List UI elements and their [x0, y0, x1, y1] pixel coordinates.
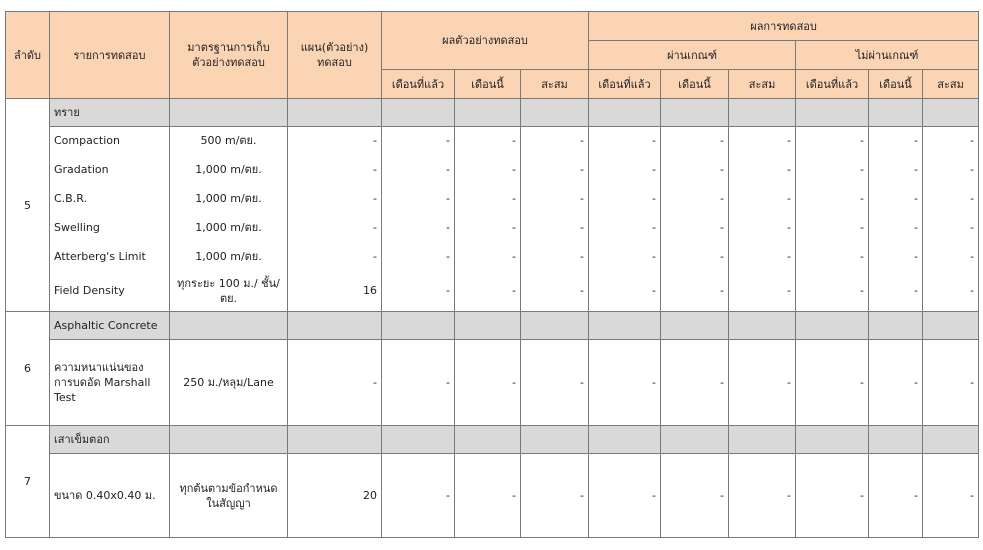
result-cell: - [661, 127, 729, 155]
group-number: 6 [6, 312, 50, 426]
group-title: ทราย [50, 99, 170, 127]
group-title-filler [382, 426, 455, 454]
result-cell: - [521, 242, 589, 271]
result-cell: - [661, 454, 729, 538]
group-title-row [6, 312, 979, 340]
result-cell: - [923, 155, 979, 184]
header-this-month: เดือนนี้ [869, 70, 923, 99]
group-number: 7 [6, 426, 50, 538]
test-standard: 1,000 m/ตย. [170, 155, 288, 184]
group-number: 5 [6, 99, 50, 312]
group-title-filler [455, 99, 521, 127]
group-title-filler [729, 312, 796, 340]
result-cell: - [455, 271, 521, 312]
header-last-month: เดือนที่แล้ว [796, 70, 869, 99]
test-standard: 250 ม./หลุม/Lane [170, 340, 288, 426]
test-item: Swelling [50, 213, 170, 242]
group-title-filler [869, 99, 923, 127]
result-cell: - [869, 213, 923, 242]
table-row [6, 127, 979, 155]
group-title-filler [589, 99, 661, 127]
test-item: ความหนาแน่นของ การบดอัด Marshall Test [50, 340, 170, 426]
result-cell: - [923, 127, 979, 155]
result-cell: - [796, 340, 869, 426]
header-standard: มาตรฐานการเก็บ ตัวอย่างทดสอบ [170, 12, 288, 99]
test-plan: - [288, 155, 382, 184]
group-title-filler [589, 426, 661, 454]
group-title-filler [796, 426, 869, 454]
result-cell: - [729, 213, 796, 242]
test-results-table [5, 11, 979, 538]
group-title-filler [661, 312, 729, 340]
result-cell: - [923, 340, 979, 426]
group-title-filler [869, 426, 923, 454]
result-cell: - [589, 242, 661, 271]
header-pass: ผ่านเกณฑ์ [589, 41, 796, 70]
result-cell: - [589, 184, 661, 213]
result-cell: - [923, 213, 979, 242]
group-title-filler [288, 312, 382, 340]
group-title-filler [170, 99, 288, 127]
table-body [6, 99, 979, 538]
header-no: ลำดับ [6, 12, 50, 99]
test-item: Gradation [50, 155, 170, 184]
header-sample-result: ผลตัวอย่างทดสอบ [382, 12, 589, 70]
result-cell: - [729, 454, 796, 538]
group-title-filler [729, 99, 796, 127]
group-title-filler [923, 426, 979, 454]
test-item: C.B.R. [50, 184, 170, 213]
group-title-filler [455, 426, 521, 454]
result-cell: - [729, 127, 796, 155]
result-cell: - [923, 271, 979, 312]
result-cell: - [796, 184, 869, 213]
header-this-month: เดือนนี้ [661, 70, 729, 99]
test-plan: - [288, 340, 382, 426]
header-cumulative: สะสม [923, 70, 979, 99]
test-standard: ทุกระยะ 100 ม./ ชั้น/ตย. [170, 271, 288, 312]
table-row [6, 184, 979, 213]
test-item: Field Density [50, 271, 170, 312]
group-title-filler [170, 312, 288, 340]
result-cell: - [589, 127, 661, 155]
result-cell: - [521, 127, 589, 155]
result-cell: - [796, 454, 869, 538]
result-cell: - [729, 184, 796, 213]
result-cell: - [382, 213, 455, 242]
group-title-filler [288, 426, 382, 454]
result-cell: - [589, 155, 661, 184]
result-cell: - [521, 213, 589, 242]
test-plan: 20 [288, 454, 382, 538]
result-cell: - [661, 242, 729, 271]
result-cell: - [661, 213, 729, 242]
result-cell: - [589, 271, 661, 312]
test-item: ขนาด 0.40x0.40 ม. [50, 454, 170, 538]
result-cell: - [923, 242, 979, 271]
result-cell: - [455, 340, 521, 426]
result-cell: - [455, 454, 521, 538]
result-cell: - [661, 271, 729, 312]
group-title-row [6, 426, 979, 454]
test-standard: 1,000 m/ตย. [170, 242, 288, 271]
result-cell: - [796, 155, 869, 184]
test-plan: - [288, 127, 382, 155]
test-plan: 16 [288, 271, 382, 312]
group-title-filler [521, 426, 589, 454]
result-cell: - [382, 454, 455, 538]
result-cell: - [521, 454, 589, 538]
result-cell: - [382, 242, 455, 271]
table-row [6, 340, 979, 426]
group-title-filler [869, 312, 923, 340]
result-cell: - [869, 127, 923, 155]
test-standard: 1,000 m/ตย. [170, 213, 288, 242]
result-cell: - [923, 184, 979, 213]
table-row [6, 242, 979, 271]
header-cumulative: สะสม [729, 70, 796, 99]
group-title-filler [796, 99, 869, 127]
result-cell: - [869, 454, 923, 538]
result-cell: - [589, 340, 661, 426]
result-cell: - [589, 454, 661, 538]
result-cell: - [796, 213, 869, 242]
table-row [6, 213, 979, 242]
result-cell: - [869, 242, 923, 271]
result-cell: - [521, 271, 589, 312]
result-cell: - [796, 242, 869, 271]
result-cell: - [521, 340, 589, 426]
header-cumulative: สะสม [521, 70, 589, 99]
header-this-month: เดือนนี้ [455, 70, 521, 99]
group-title-row [6, 99, 979, 127]
result-cell: - [796, 127, 869, 155]
table-row [6, 271, 979, 312]
result-cell: - [455, 127, 521, 155]
result-cell: - [923, 454, 979, 538]
result-cell: - [382, 184, 455, 213]
result-cell: - [455, 155, 521, 184]
result-cell: - [729, 155, 796, 184]
group-title: เสาเข็มตอก [50, 426, 170, 454]
test-standard: 500 m/ตย. [170, 127, 288, 155]
group-title-filler [521, 99, 589, 127]
test-plan: - [288, 242, 382, 271]
result-cell: - [455, 184, 521, 213]
group-title-filler [923, 99, 979, 127]
group-title-filler [923, 312, 979, 340]
group-title-filler [170, 426, 288, 454]
result-cell: - [589, 213, 661, 242]
group-title-filler [661, 99, 729, 127]
result-cell: - [661, 184, 729, 213]
header-last-month: เดือนที่แล้ว [382, 70, 455, 99]
result-cell: - [521, 184, 589, 213]
test-standard: 1,000 m/ตย. [170, 184, 288, 213]
result-cell: - [729, 340, 796, 426]
test-item: Compaction [50, 127, 170, 155]
result-cell: - [455, 213, 521, 242]
group-title-filler [661, 426, 729, 454]
table-row [6, 155, 979, 184]
result-cell: - [661, 155, 729, 184]
result-cell: - [382, 155, 455, 184]
result-cell: - [729, 271, 796, 312]
header-test-result: ผลการทดสอบ [589, 12, 979, 41]
header-last-month: เดือนที่แล้ว [589, 70, 661, 99]
result-cell: - [729, 242, 796, 271]
group-title: Asphaltic Concrete [50, 312, 170, 340]
result-cell: - [869, 340, 923, 426]
result-cell: - [521, 155, 589, 184]
test-plan: - [288, 213, 382, 242]
table-row [6, 454, 979, 538]
group-title-filler [521, 312, 589, 340]
result-cell: - [869, 184, 923, 213]
group-title-filler [382, 312, 455, 340]
test-item: Atterberg's Limit [50, 242, 170, 271]
group-title-filler [455, 312, 521, 340]
group-title-filler [382, 99, 455, 127]
group-title-filler [288, 99, 382, 127]
result-cell: - [382, 340, 455, 426]
result-cell: - [661, 340, 729, 426]
result-cell: - [796, 271, 869, 312]
group-title-filler [589, 312, 661, 340]
header-fail: ไม่ผ่านเกณฑ์ [796, 41, 979, 70]
result-cell: - [455, 242, 521, 271]
test-plan: - [288, 184, 382, 213]
result-cell: - [869, 155, 923, 184]
result-cell: - [382, 271, 455, 312]
group-title-filler [729, 426, 796, 454]
result-cell: - [869, 271, 923, 312]
result-cell: - [382, 127, 455, 155]
header-plan: แผน(ตัวอย่าง) ทดสอบ [288, 12, 382, 99]
test-standard: ทุกต้นตามข้อกำหนด ในสัญญา [170, 454, 288, 538]
header-item: รายการทดสอบ [50, 12, 170, 99]
group-title-filler [796, 312, 869, 340]
